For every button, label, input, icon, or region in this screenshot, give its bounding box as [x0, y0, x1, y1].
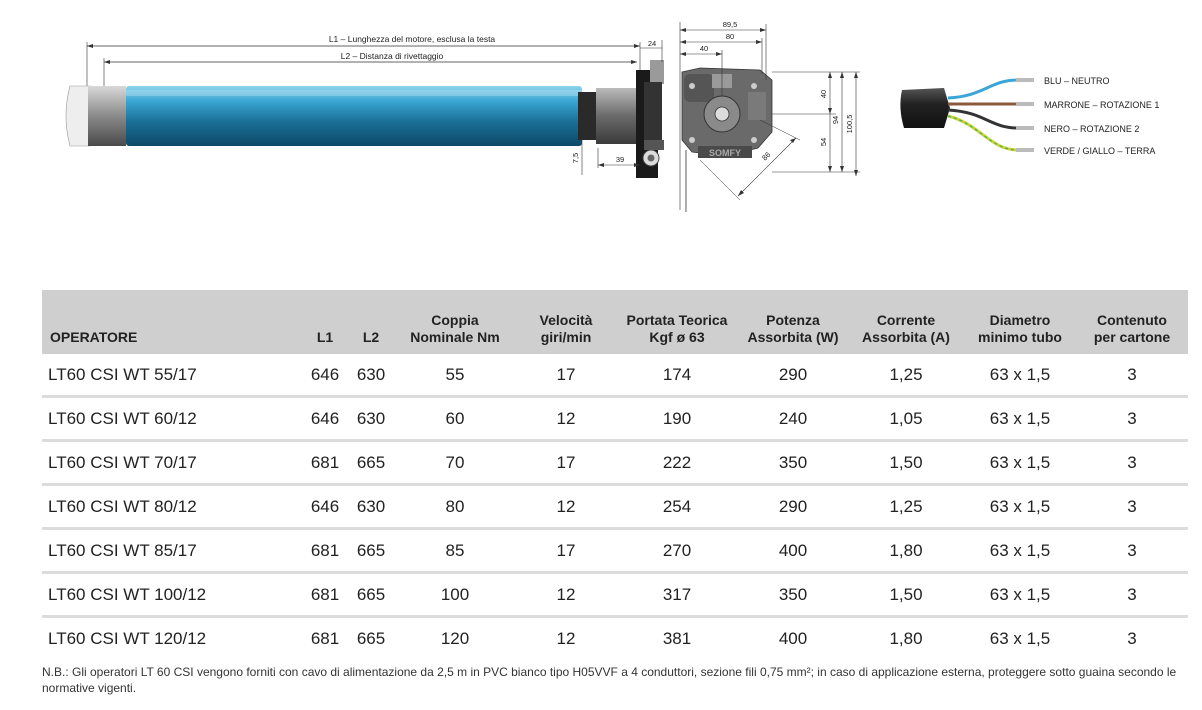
- l2-dimension: [104, 51, 637, 92]
- table-row: [42, 618, 1188, 659]
- dim-94-label: 94: [831, 115, 840, 125]
- header-contenuto: Contenuto per cartone: [1076, 290, 1188, 354]
- cell-corrente: 1,50: [848, 442, 964, 486]
- cell-potenza: 290: [738, 354, 848, 398]
- cell-operatore: LT60 CSI WT 100/12: [42, 574, 302, 618]
- cell-l1: 646: [302, 354, 348, 398]
- table-header-row: [42, 290, 1188, 354]
- cell-diametro: 63 x 1,5: [964, 398, 1076, 442]
- cell-l2: 665: [348, 442, 394, 486]
- footnote: N.B.: Gli operatori LT 60 CSI vengono forniti con cavo di alimentazione da 2,5 m in PVC bianco tipo H05VVF a 4 conduttori, sezione fili 0,75 mm²; in caso di applicazione esterna, proteggere sotto guaina secondo le normative vigenti.: [42, 665, 1177, 695]
- cell-l1: 646: [302, 398, 348, 442]
- cell-contenuto: 3: [1076, 574, 1188, 618]
- specifications-table: [42, 290, 1188, 659]
- cell-velocita: 12: [556, 628, 576, 648]
- cell-coppia: 60: [394, 398, 516, 442]
- cell-l1: 646: [302, 486, 348, 530]
- cell-potenza: 350: [738, 442, 848, 486]
- l2-label: L2 – Distanza di rivettaggio: [340, 51, 444, 61]
- dim-7-5-label: 7,5: [571, 152, 580, 164]
- cell-velocita: 12: [516, 398, 616, 442]
- header-l2: L2: [348, 290, 394, 354]
- wire-label-blue: BLU – NEUTRO: [1044, 76, 1110, 86]
- cell-l2: 630: [348, 486, 394, 530]
- cell-contenuto: 3: [1076, 442, 1188, 486]
- cell-l1: 681: [302, 530, 348, 574]
- cell-velocita: 12: [516, 486, 616, 530]
- dim-24-label: 24: [647, 39, 657, 48]
- cell-portata: 174: [616, 354, 738, 398]
- cell-velocita: 17: [516, 354, 616, 398]
- l1-dimension: [87, 34, 640, 92]
- cell-potenza: 400: [738, 530, 848, 574]
- table-row: [42, 530, 1188, 574]
- dim-86-label: 86: [760, 150, 773, 163]
- cell-l2: 665: [348, 530, 394, 574]
- cell-operatore: LT60 CSI WT 70/17: [42, 442, 302, 486]
- cell-diametro: 63 x 1,5: [964, 486, 1076, 530]
- table-row: [42, 354, 1188, 398]
- header-potenza: Potenza Assorbita (W): [738, 290, 848, 354]
- cell-velocita: 17: [516, 442, 616, 486]
- cell-potenza: 400: [778, 628, 808, 648]
- cell-l2: 630: [348, 398, 394, 442]
- cell-corrente: 1,25: [848, 486, 964, 530]
- cell-l2: 630: [348, 354, 394, 398]
- dim-100-5-label: 100,5: [845, 114, 854, 134]
- brand-logo: SOMFY: [708, 148, 742, 158]
- cell-operatore: LT60 CSI WT 55/17: [42, 354, 302, 398]
- cell-diametro: 63 x 1,5: [964, 442, 1076, 486]
- cell-l1: 681: [302, 442, 348, 486]
- cell-portata: 317: [616, 574, 738, 618]
- cell-portata: 381: [662, 628, 692, 648]
- cell-contenuto: 3: [1127, 628, 1137, 648]
- cell-contenuto: 3: [1076, 354, 1188, 398]
- cell-velocita: 17: [516, 530, 616, 574]
- cell-operatore: LT60 CSI WT 85/17: [42, 530, 302, 574]
- cell-portata: 222: [616, 442, 738, 486]
- cell-corrente: 1,05: [848, 398, 964, 442]
- cell-coppia: 100: [394, 574, 516, 618]
- cell-diametro: 63 x 1,5: [964, 354, 1076, 398]
- wire-blue: [948, 80, 1018, 98]
- dim-40-top-label: 40: [699, 44, 709, 53]
- cell-l1: 681: [302, 574, 348, 618]
- cell-contenuto: 3: [1076, 486, 1188, 530]
- header-diametro: Diametro minimo tubo: [964, 290, 1076, 354]
- cell-diametro: 63 x 1,5: [989, 628, 1051, 648]
- table-row: [42, 486, 1188, 530]
- cell-diametro: 63 x 1,5: [964, 574, 1076, 618]
- header-velocita: Velocità giri/min: [516, 290, 616, 354]
- dim-89-5-label: 89,5: [722, 20, 738, 29]
- cell-l2: 665: [356, 628, 386, 648]
- table-row: [42, 398, 1188, 442]
- cell-portata: 270: [616, 530, 738, 574]
- cell-potenza: 290: [738, 486, 848, 530]
- cell-operatore: LT60 CSI WT 80/12: [42, 486, 302, 530]
- header-coppia: Coppia Nominale Nm: [394, 290, 516, 354]
- l1-label: L1 – Lunghezza del motore, esclusa la testa: [328, 34, 496, 44]
- cell-corrente: 1,25: [848, 354, 964, 398]
- cell-operatore: LT60 CSI WT 120/12: [48, 628, 207, 648]
- cell-potenza: 350: [738, 574, 848, 618]
- head-side-dimensions: [772, 72, 860, 176]
- cell-coppia: 85: [394, 530, 516, 574]
- cell-coppia: 55: [394, 354, 516, 398]
- cell-corrente: 1,50: [848, 574, 964, 618]
- cell-coppia: 70: [394, 442, 516, 486]
- dim-24: [640, 39, 662, 62]
- cell-contenuto: 3: [1076, 530, 1188, 574]
- header-operatore: OPERATORE: [42, 290, 302, 354]
- motor-technical-drawing: [0, 0, 1202, 230]
- cell-operatore: LT60 CSI WT 60/12: [42, 398, 302, 442]
- header-l1: L1: [302, 290, 348, 354]
- dim-80-label: 80: [725, 32, 735, 41]
- header-corrente: Corrente Assorbita (A): [848, 290, 964, 354]
- cell-coppia: 80: [394, 486, 516, 530]
- motor-head-front-view: [680, 22, 772, 212]
- cell-l1: 681: [310, 628, 340, 648]
- dim-40-side-label: 40: [819, 89, 828, 99]
- cell-corrente: 1,80: [848, 530, 964, 574]
- table-row: [42, 442, 1188, 486]
- cell-diametro: 63 x 1,5: [964, 530, 1076, 574]
- table-row: [42, 574, 1188, 618]
- dim-54-label: 54: [819, 137, 828, 147]
- cell-portata: 190: [616, 398, 738, 442]
- wire-label-yellow-green: VERDE / GIALLO – TERRA: [1044, 146, 1156, 156]
- cell-contenuto: 3: [1076, 398, 1188, 442]
- wire-label-black: NERO – ROTAZIONE 2: [1044, 124, 1140, 134]
- cell-coppia: 120: [440, 628, 470, 648]
- cell-velocita: 12: [516, 574, 616, 618]
- cell-portata: 254: [616, 486, 738, 530]
- cell-corrente: 1,80: [889, 628, 923, 648]
- cell-potenza: 240: [738, 398, 848, 442]
- cell-l2: 665: [348, 574, 394, 618]
- header-portata: Portata Teorica Kgf ø 63: [616, 290, 738, 354]
- wire-label-brown: MARRONE – ROTAZIONE 1: [1044, 100, 1160, 110]
- wiring-diagram: [900, 76, 1159, 156]
- wire-yellow-green: [948, 116, 1018, 150]
- dim-39-label: 39: [615, 155, 625, 164]
- dim-39: [598, 148, 640, 168]
